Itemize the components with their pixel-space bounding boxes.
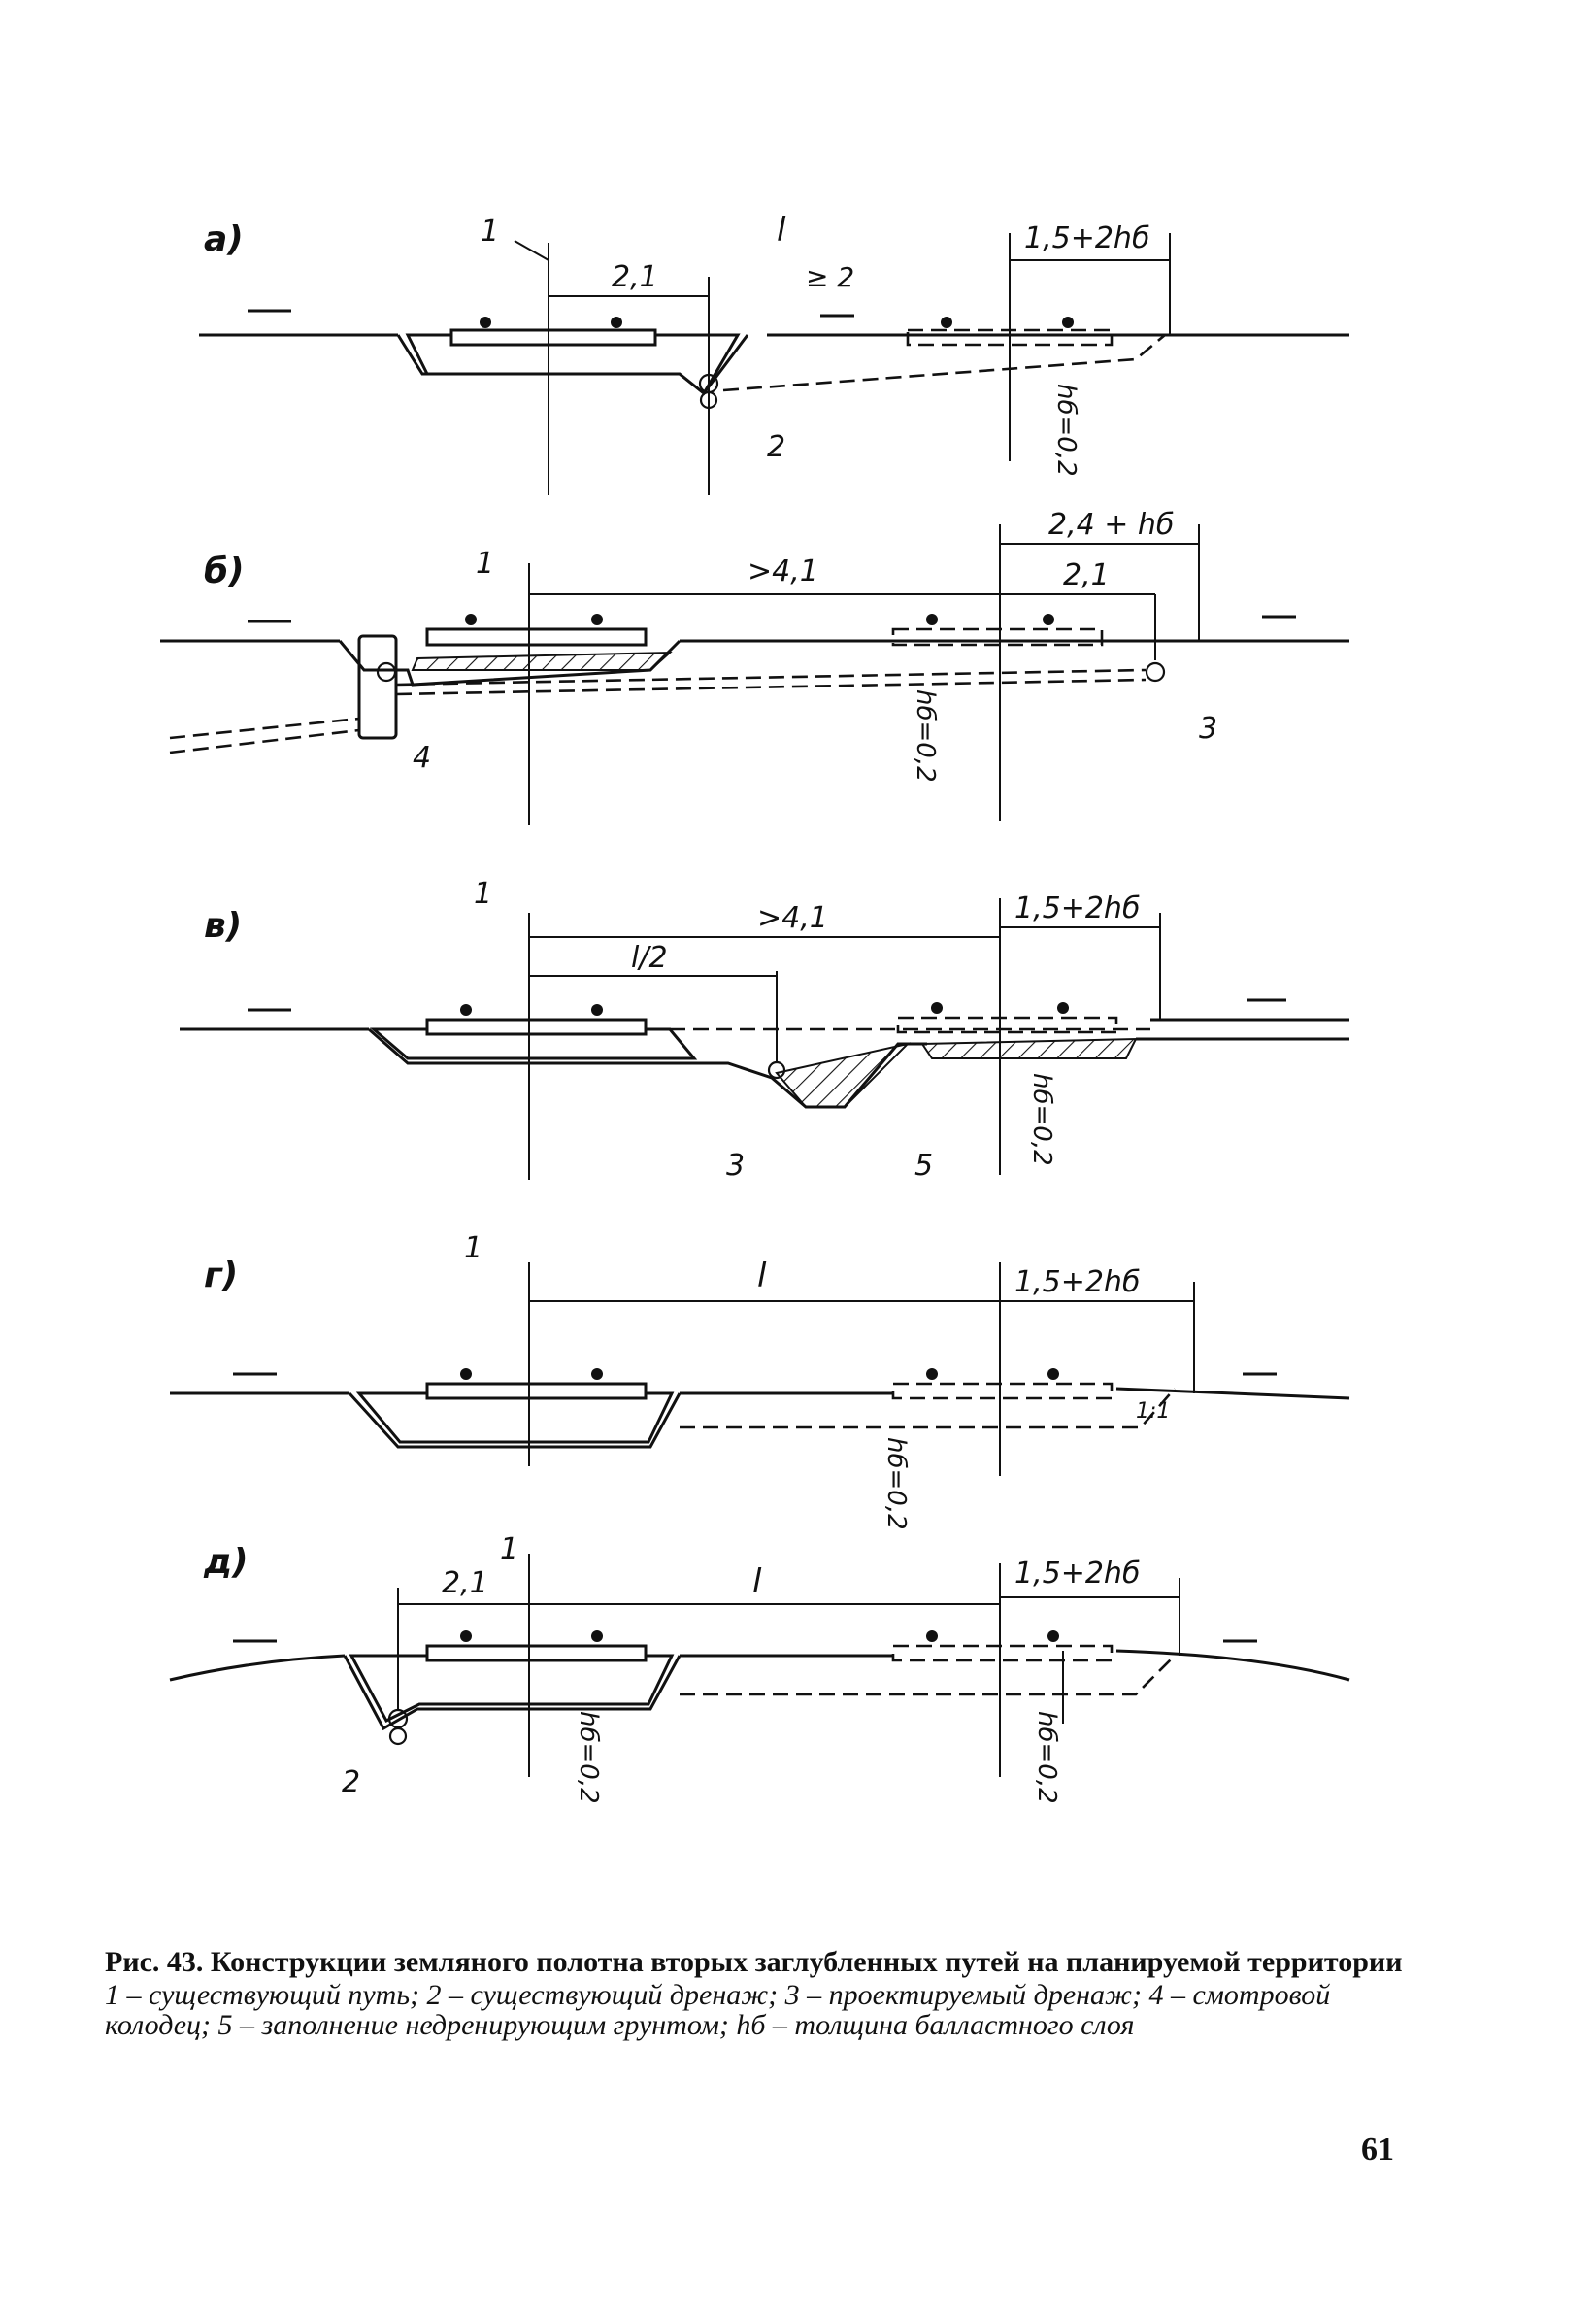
figure-caption	[105, 1947, 1406, 2041]
panel-a-letter: а)	[204, 219, 244, 259]
panel-e-hb-right: hб=0,2	[1032, 1711, 1061, 1804]
panel-e-dim-right: 1,5+2hб	[1014, 1557, 1141, 1591]
panel-b-dim-inner: 2,1	[1063, 558, 1110, 592]
panel-e	[170, 1532, 1349, 1804]
panel-c-hb: hб=0,2	[1027, 1073, 1056, 1166]
panel-c-dim-right: 1,5+2hб	[1014, 891, 1141, 925]
panel-b-label-3: 3	[1199, 712, 1218, 746]
panel-e-letter: д)	[204, 1542, 249, 1582]
panel-d-label-1: 1	[464, 1231, 483, 1265]
panel-b-letter: б)	[204, 552, 245, 591]
panel-a-hb: hб=0,2	[1051, 384, 1081, 477]
panel-e-dim-left: 2,1	[442, 1566, 488, 1600]
panel-a	[199, 211, 1349, 495]
panel-a-label-2: 2	[767, 430, 786, 464]
panel-d-letter: г)	[204, 1256, 239, 1295]
panel-a-label-1: 1	[481, 215, 500, 249]
caption-title: Рис. 43. Конструкции земляного полотна вторых заглубленных путей на планируемой территории	[105, 1946, 1403, 1978]
panel-b-dim-right: 2,4 + hб	[1048, 508, 1175, 542]
panel-c-label-3: 3	[726, 1149, 746, 1183]
panel-c-label-5: 5	[914, 1149, 934, 1183]
panel-c-label-1: 1	[474, 877, 493, 911]
panel-b	[160, 508, 1349, 825]
panel-d-hb: hб=0,2	[881, 1437, 911, 1530]
panel-b-label-4: 4	[413, 741, 432, 775]
panel-e-label-2: 2	[342, 1765, 361, 1799]
panel-a-dim-left: 2,1	[612, 260, 658, 294]
panel-a-dim-right: 1,5+2hб	[1024, 221, 1150, 255]
panel-d	[170, 1231, 1349, 1530]
panel-b-dim-main: >4,1	[748, 554, 818, 588]
panel-d-dim-l: l	[757, 1257, 767, 1295]
page-number: 61	[1361, 2131, 1394, 2167]
panel-c	[180, 877, 1349, 1183]
panel-c-dim-half: l/2	[631, 941, 668, 975]
panel-c-dim-main: >4,1	[757, 901, 828, 935]
panel-c-letter: в)	[204, 906, 243, 946]
panel-d-dim-right: 1,5+2hб	[1014, 1265, 1141, 1299]
panel-e-hb-left: hб=0,2	[574, 1711, 603, 1804]
caption-legend: 1 – существующий путь; 2 – существующий дренаж; 3 – проектируемый дренаж; 4 – смотровой колодец; 5 – заполнение недренирующим грунтом; hб – толщина балластного слоя	[105, 1978, 1331, 2041]
panel-e-label-1: 1	[500, 1532, 519, 1566]
panel-a-dim-min: ≥ 2	[806, 261, 855, 293]
panel-d-slope: 1:1	[1136, 1399, 1171, 1424]
panel-b-label-1: 1	[476, 547, 495, 581]
panel-a-dim-l: l	[777, 211, 786, 250]
panel-b-hb: hб=0,2	[911, 689, 940, 783]
panel-e-dim-l: l	[752, 1562, 762, 1601]
